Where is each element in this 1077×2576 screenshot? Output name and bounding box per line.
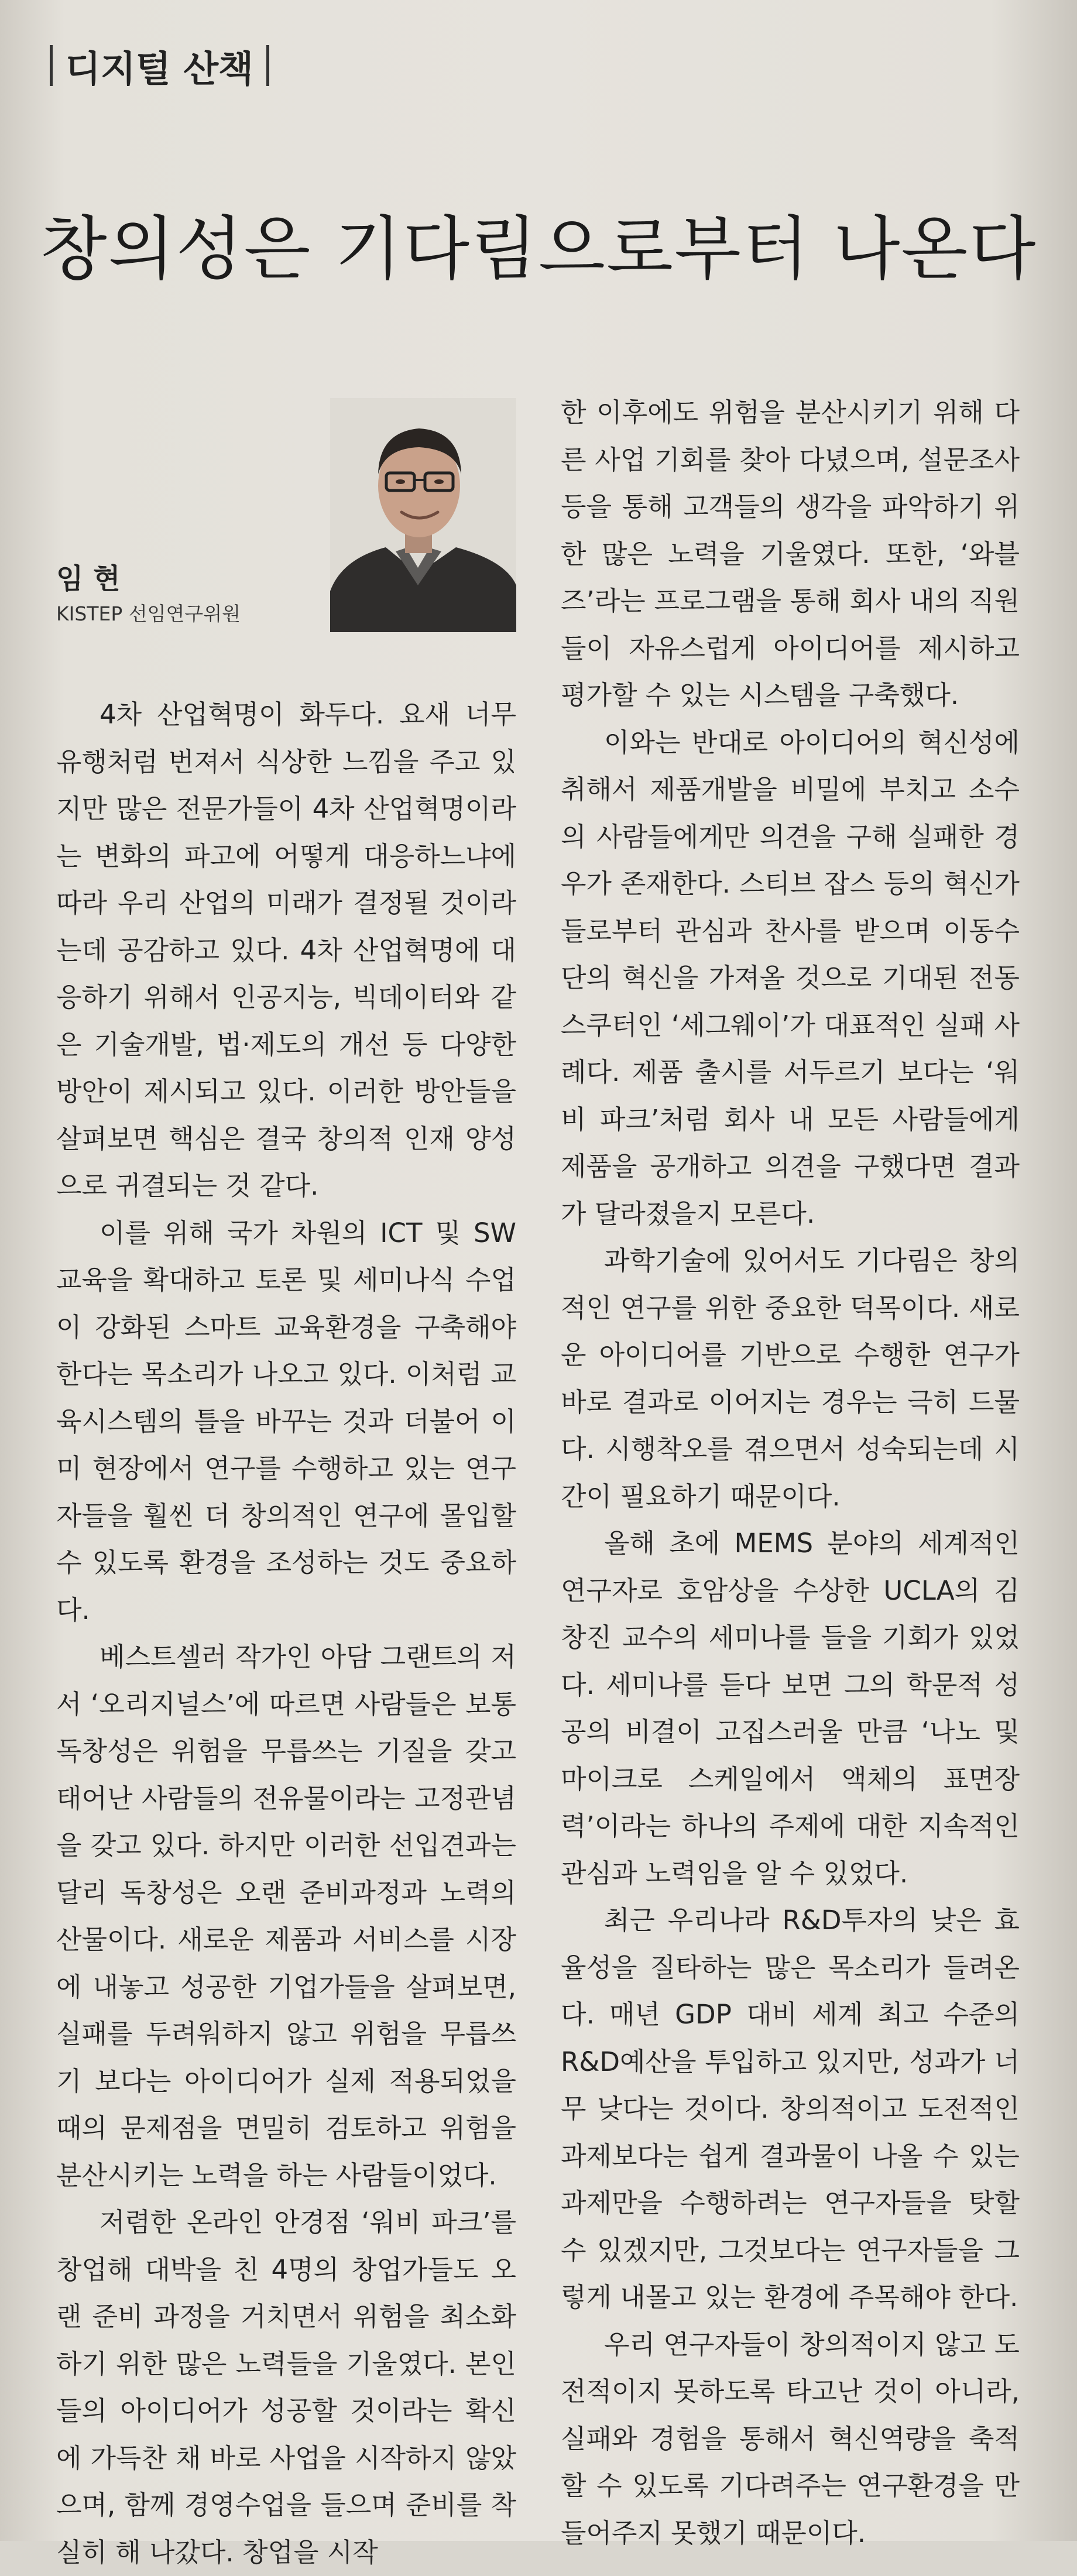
paragraph: 이와는 반대로 아이디어의 혁신성에 취해서 제품개발을 비밀에 부치고 소수의 사람들에게만 의견을 구해 실패한 경우가 존재한다. 스티브 잡스 등의 혁신가들로부터 관심과 찬사를 받으며 이동수단의 혁신을 가져올 것으로 기대된 전동스쿠터인 ‘세그웨이’가 대표적인 실패 사례다. 제품 출시를 서두르기 보다는 ‘워비 파크’처럼 회사 내 모든 사람들에게 제품을 공개하고 의견을 구했다면 결과가 달라졌을지 모른다.	[561, 726, 1020, 1229]
series-divider-left	[50, 45, 53, 86]
article-column-right	[561, 389, 1020, 2557]
article-column-left	[56, 691, 516, 2576]
paragraph: 저렴한 온라인 안경점 ‘워비 파크’를 창업해 대박을 친 4명의 창업가들도 오랜 준비 과정을 거치면서 위험을 최소화하기 위한 많은 노력들을 기울였다. 본인들의 아이디어가 성공할 것이라는 확신에 가득찬 채 바로 사업을 시작하지 않았으며, 함께 경영수업을 들으며 준비를 착실히 해 나갔다. 창업을 시작	[56, 2207, 516, 2568]
author-role: KISTEP 선임연구위원	[56, 602, 241, 625]
series-divider-right	[266, 45, 269, 86]
paragraph: 우리 연구자들이 창의적이지 않고 도전적이지 못하도록 타고난 것이 아니라, 실패와 경험을 통해서 혁신역량을 축적할 수 있도록 기다려주는 연구환경을 만들어주지 못했기 때문이다.	[561, 2328, 1020, 2548]
article-headline: 창의성은 기다림으로부터 나온다	[40, 208, 1037, 289]
author-box	[56, 398, 516, 632]
paragraph: 이를 위해 국가 차원의 ICT 및 SW 교육을 확대하고 토론 및 세미나식 수업이 강화된 스마트 교육환경을 구축해야 한다는 목소리가 나오고 있다. 이처럼 교육시스템의 틀을 바꾸는 것과 더불어 이미 현장에서 연구를 수행하고 있는 연구자들을 훨씬 더 창의적인 연구에 몰입할 수 있도록 환경을 조성하는 것도 중요하다.	[56, 1217, 516, 1625]
author-photo	[330, 398, 516, 632]
paragraph: 최근 우리나라 R&D투자의 낮은 효율성을 질타하는 많은 목소리가 들려온다. 매년 GDP 대비 세계 최고 수준의 R&D예산을 투입하고 있지만, 성과가 너무 낮다는 것이다. 창의적이고 도전적인 과제보다는 쉽게 결과물이 나올 수 있는 과제만을 수행하려는 연구자들을 탓할 수 있겠지만, 그것보다는 연구자들을 그렇게 내몰고 있는 환경에 주목해야 한다.	[561, 1905, 1020, 2313]
author-name: 임 현	[56, 562, 121, 595]
paragraph: 과학기술에 있어서도 기다림은 창의적인 연구를 위한 중요한 덕목이다. 새로운 아이디어를 기반으로 수행한 연구가 바로 결과로 이어지는 경우는 극히 드물다. 시행착오를 겪으면서 성숙되는데 시간이 필요하기 때문이다.	[561, 1245, 1020, 1512]
paragraph: 베스트셀러 작가인 아담 그랜트의 저서 ‘오리지널스’에 따르면 사람들은 보통 독창성은 위험을 무릅쓰는 기질을 갖고 태어난 사람들의 전유물이라는 고정관념을 갖고 있다. 하지만 이러한 선입견과는 달리 독창성은 오랜 준비과정과 노력의 산물이다. 새로운 제품과 서비스를 시장에 내놓고 성공한 기업가들을 살펴보면, 실패를 두려워하지 않고 위험을 무릅쓰기 보다는 아이디어가 실제 적용되었을 때의 문제점을 면밀히 검토하고 위험을 분산시키는 노력을 하는 사람들이었다.	[56, 1641, 516, 2191]
paragraph: 올해 초에 MEMS 분야의 세계적인 연구자로 호암상을 수상한 UCLA의 김창진 교수의 세미나를 들을 기회가 있었다. 세미나를 듣다 보면 그의 학문적 성공의 비결이 고집스러울 만큼 ‘나노 및 마이크로 스케일에서 액체의 표면장력’이라는 하나의 주제에 대한 지속적인 관심과 노력임을 알 수 있었다.	[561, 1528, 1020, 1889]
series-header	[50, 36, 269, 95]
paragraph: 4차 산업혁명이 화두다. 요새 너무 유행처럼 번져서 식상한 느낌을 주고 있지만 많은 전문가들이 4차 산업혁명이라는 변화의 파고에 어떻게 대응하느냐에 따라 우리 산업의 미래가 결정될 것이라는데 공감하고 있다. 4차 산업혁명에 대응하기 위해서 인공지능, 빅데이터와 같은 기술개발, 법·제도의 개선 등 다양한 방안이 제시되고 있다. 이러한 방안들을 살펴보면 핵심은 결국 창의적 인재 양성으로 귀결되는 것 같다.	[56, 699, 516, 1201]
paragraph: 한 이후에도 위험을 분산시키기 위해 다른 사업 기회를 찾아 다녔으며, 설문조사 등을 통해 고객들의 생각을 파악하기 위한 많은 노력을 기울였다. 또한, ‘와블즈’라는 프로그램을 통해 회사 내의 직원들이 자유스럽게 아이디어를 제시하고 평가할 수 있는 시스템을 구축했다.	[561, 397, 1020, 711]
series-title: 디지털 산책	[66, 47, 254, 90]
